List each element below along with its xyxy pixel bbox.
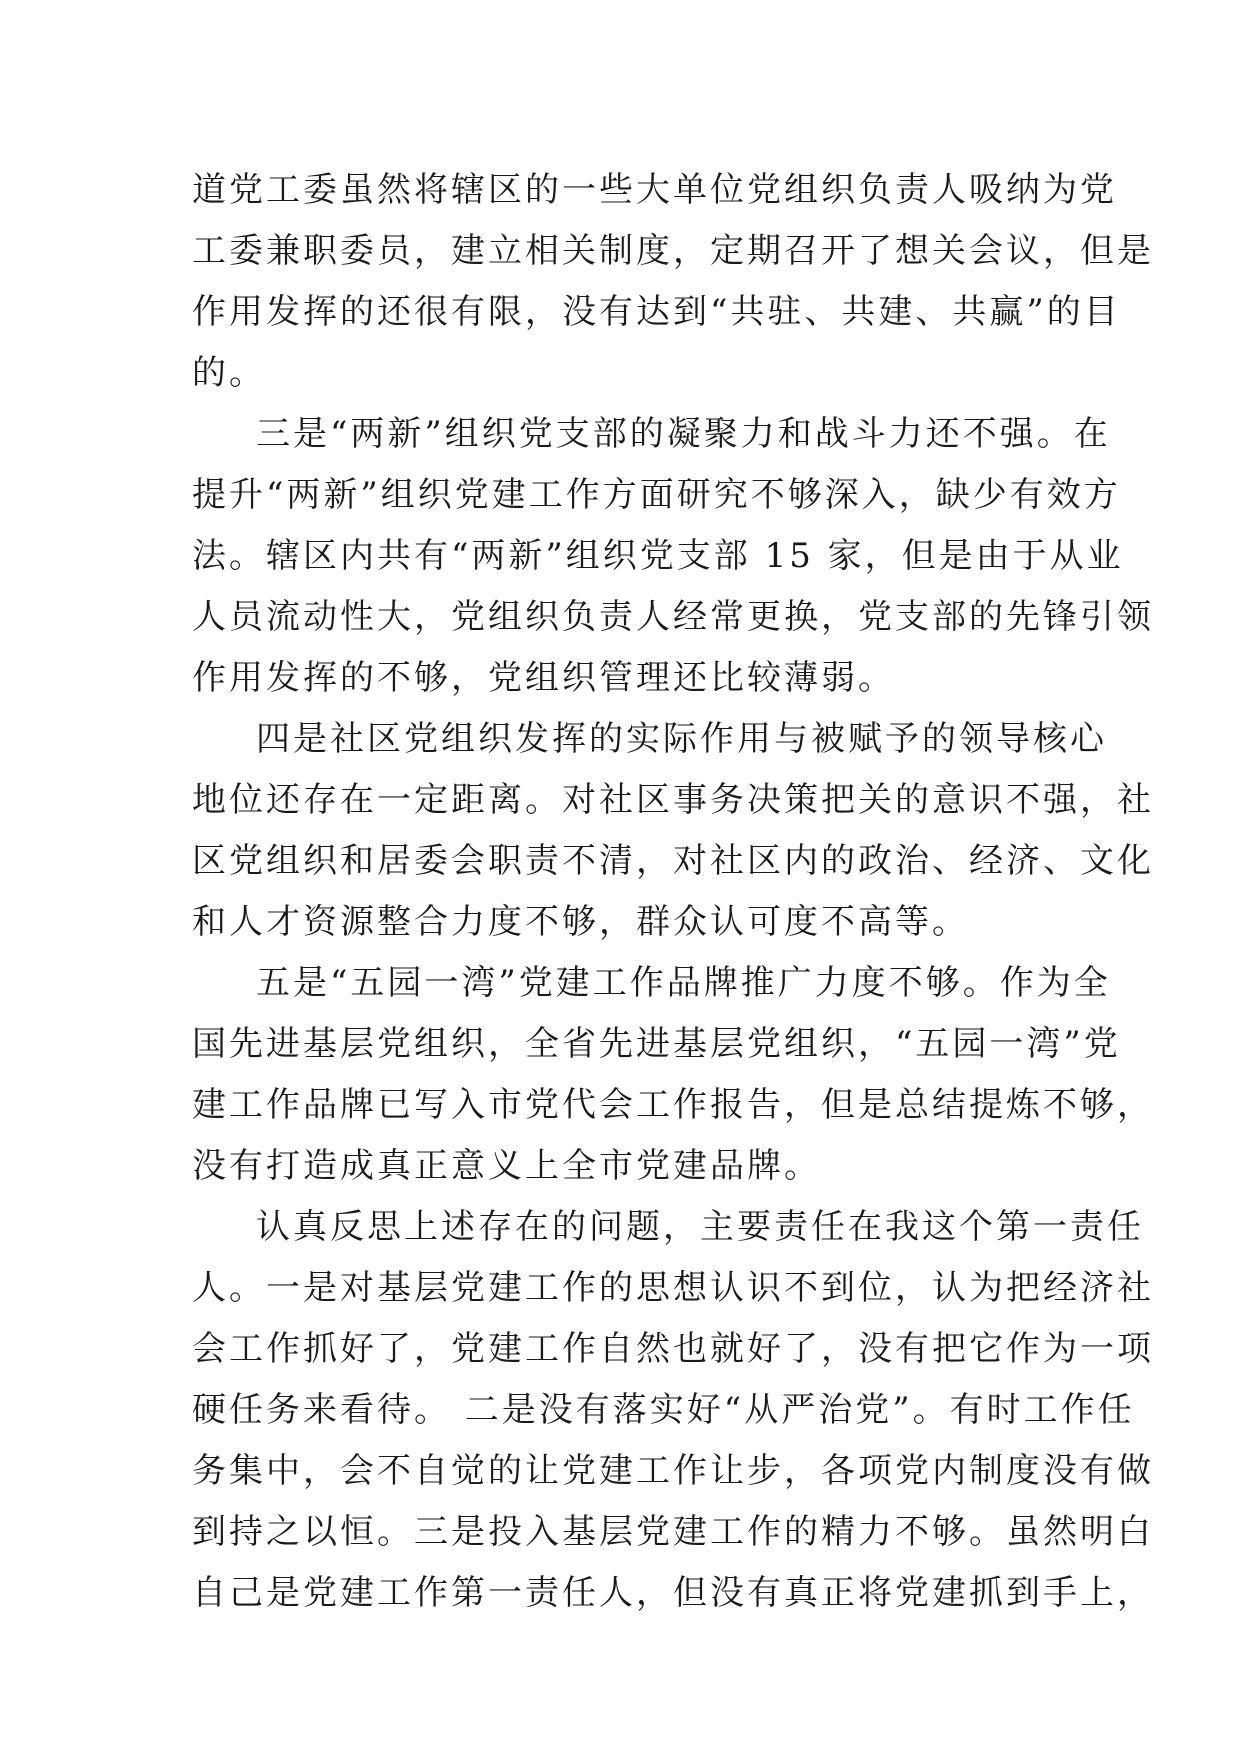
paragraph-first-line: 四是社区党组织发挥的实际作用与被赋予的领导核心 — [256, 719, 1107, 759]
text-line: 建工作品牌已写入市党代会工作报告，但是总结提炼不够， — [192, 1085, 1154, 1125]
text-line: 务集中，会不自觉的让党建工作让步，各项党内制度没有做 — [192, 1451, 1154, 1491]
text-line: 和人才资源整合力度不够，群众认可度不高等。 — [192, 902, 969, 942]
text-line: 地位还存在一定距离。对社区事务决策把关的意识不强，社 — [192, 780, 1154, 820]
text-line: 工委兼职委员，建立相关制度，定期召开了想关会议，但是 — [192, 231, 1154, 271]
text-line: 作用发挥的不够，党组织管理还比较薄弱。 — [192, 658, 895, 698]
text-line: 到持之以恒。三是投入基层党建工作的精力不够。虽然明白 — [192, 1512, 1154, 1552]
paragraph-first-line: 五是“五园一湾”党建工作品牌推广力度不够。作为全 — [256, 963, 1111, 1003]
text-line: 法。辖区内共有“两新”组织党支部 15 家，但是由于从业 — [192, 536, 1124, 576]
text-line: 作用发挥的还很有限，没有达到“共驻、共建、共赢”的目 — [192, 292, 1121, 332]
text-line: 的。 — [192, 353, 266, 393]
text-line: 自己是党建工作第一责任人，但没有真正将党建抓到手上， — [192, 1573, 1154, 1613]
text-line: 提升“两新”组织党建工作方面研究不够深入，缺少有效方 — [192, 475, 1121, 515]
text-line: 道党工委虽然将辖区的一些大单位党组织负责人吸纳为党 — [192, 170, 1117, 210]
paragraph-first-line: 认真反思上述存在的问题，主要责任在我这个第一责任 — [256, 1207, 1144, 1247]
text-line: 硬任务来看待。 二是没有落实好“从严治党”。有时工作任 — [192, 1390, 1135, 1430]
text-line: 国先进基层党组织，全省先进基层党组织，“五园一湾”党 — [192, 1024, 1121, 1064]
paragraph-first-line: 三是“两新”组织党支部的凝聚力和战斗力还不强。在 — [256, 414, 1111, 454]
document-body — [192, 160, 1154, 1624]
text-line: 人。一是对基层党建工作的思想认识不到位，认为把经济社 — [192, 1268, 1154, 1308]
text-line: 没有打造成真正意义上全市党建品牌。 — [192, 1146, 821, 1186]
text-line: 人员流动性大，党组织负责人经常更换，党支部的先锋引领 — [192, 597, 1154, 637]
text-line: 会工作抓好了，党建工作自然也就好了，没有把它作为一项 — [192, 1329, 1154, 1369]
text-line: 区党组织和居委会职责不清，对社区内的政治、经济、文化 — [192, 841, 1154, 881]
